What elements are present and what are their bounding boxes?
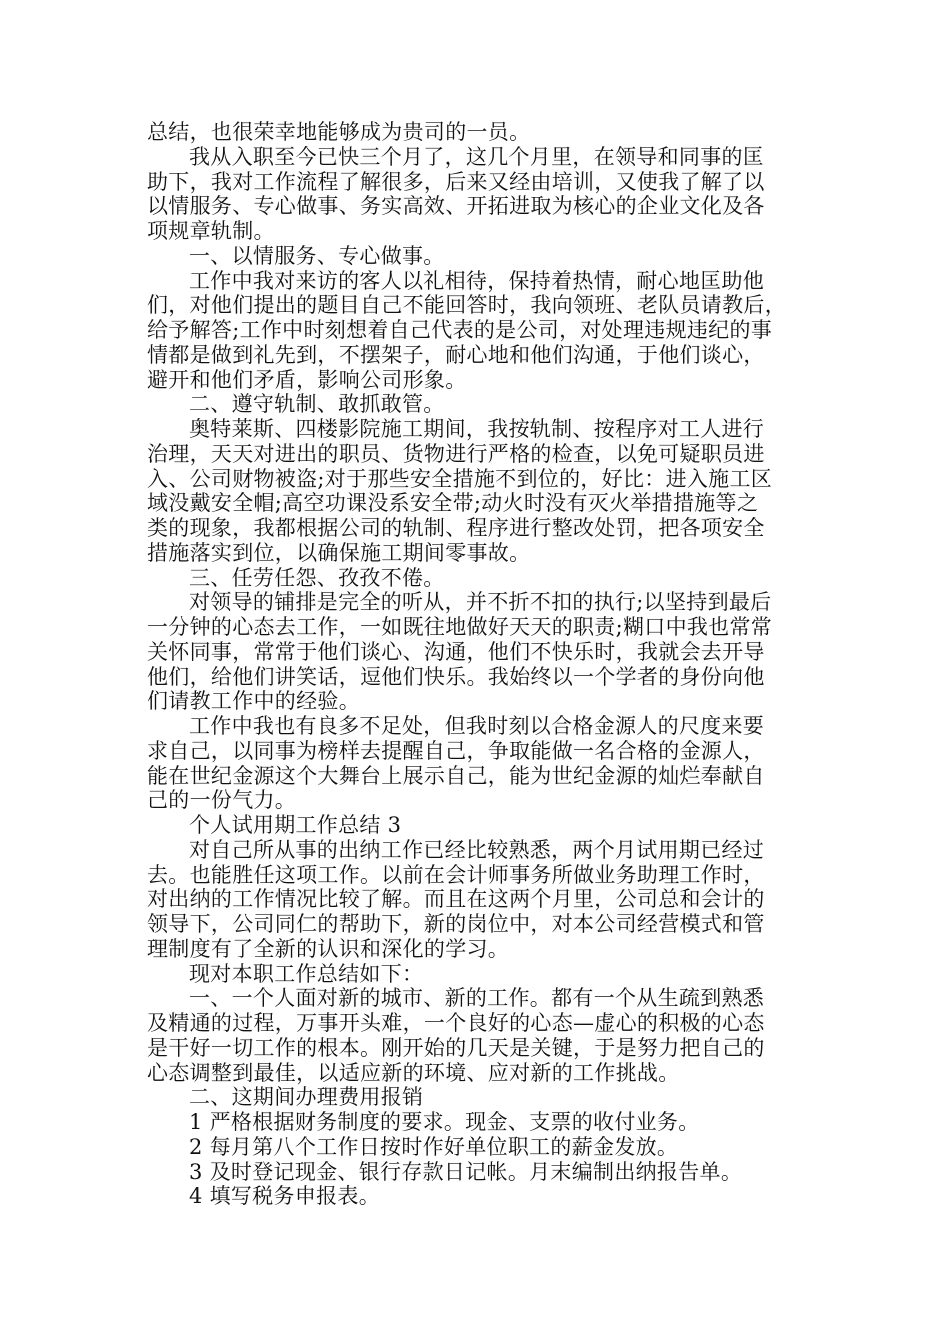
text-line: 项规章轨制。: [147, 219, 275, 243]
text-line: 关怀同事，常常于他们谈心、沟通，他们不快乐时，我就会去开导: [147, 639, 765, 664]
text-line: 域没戴安全帽;高空功课没系安全带;动火时没有灭火举措措施等之: [147, 491, 759, 516]
text-line: 们，对他们提出的题目自己不能回答时，我向领班、老队员请教后，: [147, 293, 786, 318]
text-line: 二、遵守轨制、敢抓敢管。: [189, 392, 445, 417]
text-line: 二、这期间办理费用报销: [189, 1085, 424, 1110]
text-line: 1 严格根据财务制度的要求。现金、支票的收付业务。: [189, 1110, 700, 1134]
text-line: 他们，给他们讲笑话，逗他们快乐。我始终以一个学者的身份向他: [147, 664, 765, 689]
text-line: 入、公司财物被盗;对于那些安全措施不到位的，好比：进入施工区: [147, 466, 773, 491]
text-line: 3 及时登记现金、银行存款日记帐。月末编制出纳报告单。: [189, 1159, 743, 1184]
text-line: 领导下，公司同仁的帮助下，新的岗位中，对本公司经营模式和管: [147, 912, 765, 936]
text-line: 总结，也很荣幸地能够成为贵司的一员。: [147, 120, 531, 144]
text-line: 避开和他们矛盾，影响公司形象。: [147, 367, 467, 392]
text-line: 奥特莱斯、四楼影院施工期间，我按轨制、按程序对工人进行: [189, 417, 765, 441]
text-line: 三、任劳任怨、孜孜不倦。: [189, 565, 445, 590]
text-line: 情都是做到礼先到，不摆架子，耐心地和他们沟通，于他们谈心，: [147, 342, 765, 367]
text-line: 以情服务、专心做事、务实高效、开拓进取为核心的企业文化及各: [147, 194, 765, 219]
text-line: 理制度有了全新的认识和深化的学习。: [147, 936, 510, 961]
text-line: 对领导的铺排是完全的听从，并不折不扣的执行;以坚持到最后: [189, 590, 772, 615]
text-line: 是干好一切工作的根本。刚开始的几天是关键，于是努力把自己的: [147, 1035, 765, 1060]
text-line: 一、以情服务、专心做事。: [189, 243, 445, 268]
text-line: 助下，我对工作流程了解很多，后来又经由培训，又使我了解了以: [147, 169, 765, 194]
text-line: 现对本职工作总结如下：: [189, 961, 424, 986]
text-line: 措施落实到位，以确保施工期间零事故。: [147, 540, 531, 565]
text-line: 给予解答;工作中时刻想着自己代表的是公司，对处理违规违纪的事: [147, 318, 773, 342]
text-line: 个人试用期工作总结 3: [189, 813, 402, 837]
text-line: 一分钟的心态去工作，一如既往地做好天天的职责;糊口中我也常常: [147, 615, 773, 639]
text-line: 我从入职至今已快三个月了，这几个月里，在领导和同事的匡: [189, 144, 765, 169]
text-line: 们请教工作中的经验。: [147, 689, 360, 714]
text-line: 求自己，以同事为榜样去提醒自己，争取能做一名合格的金源人，: [147, 738, 765, 763]
text-line: 能在世纪金源这个大舞台上展示自己，能为世纪金源的灿烂奉献自: [147, 763, 765, 788]
text-line: 治理，天天对进出的职员、货物进行严格的检查，以免可疑职员进: [147, 441, 765, 466]
text-line: 及精通的过程，万事开头难，一个良好的心态—虚心的积极的心态: [147, 1011, 765, 1035]
text-line: 2 每月第八个工作日按时作好单位职工的薪金发放。: [189, 1134, 679, 1159]
text-line: 对自己所从事的出纳工作已经比较熟悉，两个月试用期已经过: [189, 837, 765, 862]
document-page: [147, 120, 807, 1209]
text-line: 工作中我对来访的客人以礼相待，保持着热情，耐心地匡助他: [189, 268, 765, 293]
text-line: 一、一个人面对新的城市、新的工作。都有一个从生疏到熟悉: [189, 986, 765, 1011]
text-line: 心态调整到最佳，以适应新的环境、应对新的工作挑战。: [147, 1060, 680, 1085]
text-line: 类的现象，我都根据公司的轨制、程序进行整改处罚，把各项安全: [147, 516, 765, 540]
text-line: 己的一份气力。: [147, 788, 297, 813]
text-line: 4 填写税务申报表。: [189, 1184, 381, 1209]
text-line: 去。也能胜任这项工作。以前在会计师事务所做业务助理工作时，: [147, 862, 765, 887]
text-line: 工作中我也有良多不足处，但我时刻以合格金源人的尺度来要: [189, 714, 765, 738]
text-line: 对出纳的工作情况比较了解。而且在这两个月里，公司总和会计的: [147, 887, 765, 912]
